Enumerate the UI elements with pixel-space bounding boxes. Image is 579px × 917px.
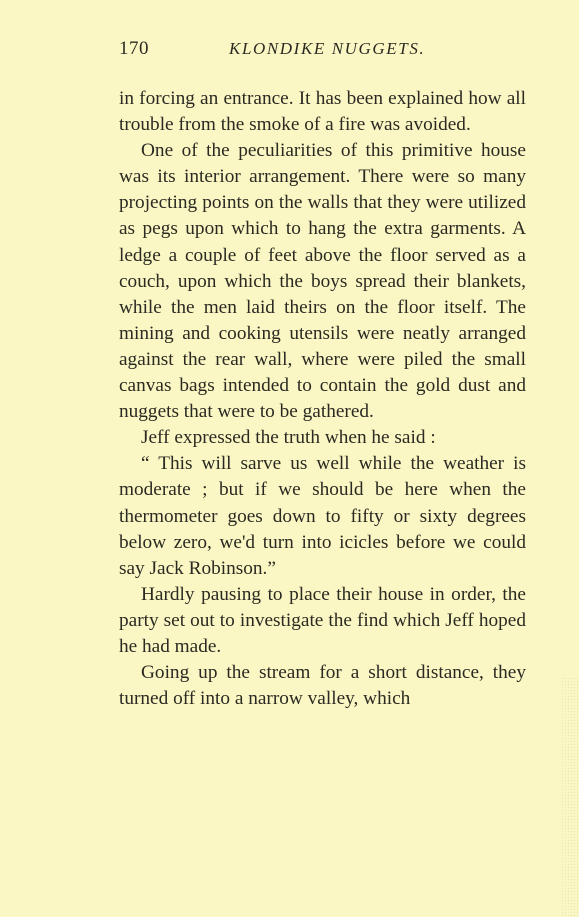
page-header — [119, 38, 529, 64]
paragraph: “ This will sarve us well while the weather is moderate ; but if we should be here when the thermometer goes down to fifty or sixty degrees below zero, we'd turn into icicles before we could say Jack Robinson.” — [119, 453, 526, 579]
page-number: 170 — [119, 38, 149, 59]
page-edge-speckle — [561, 677, 579, 917]
paragraph: One of the peculiarities of this primitive house was its interior arrangement. There were so many projecting points on the walls that they were utilized as pegs upon which to hang the extra garments. A ledge a couple of feet above the floor served as a couch, upon which the boys spread their blankets, while the men laid theirs on the floor itself. The mining and cooking utensils were neatly arranged against the rear wall, where were piled the small canvas bags intended to contain the gold dust and nuggets that were to be gathered. — [119, 140, 526, 423]
paragraph: Hardly pausing to place their house in order, the party set out to investigate the find which Jeff hoped he had made. — [119, 583, 526, 657]
running-head: KLONDIKE NUGGETS. — [229, 39, 426, 58]
body-text — [119, 86, 526, 712]
paragraph: in forcing an entrance. It has been explained how all trouble from the smoke of a fire was avoided. — [119, 88, 526, 136]
paragraph: Jeff expressed the truth when he said : — [141, 427, 436, 449]
paragraph: Going up the stream for a short distance, they turned off into a narrow valley, which — [119, 662, 526, 710]
